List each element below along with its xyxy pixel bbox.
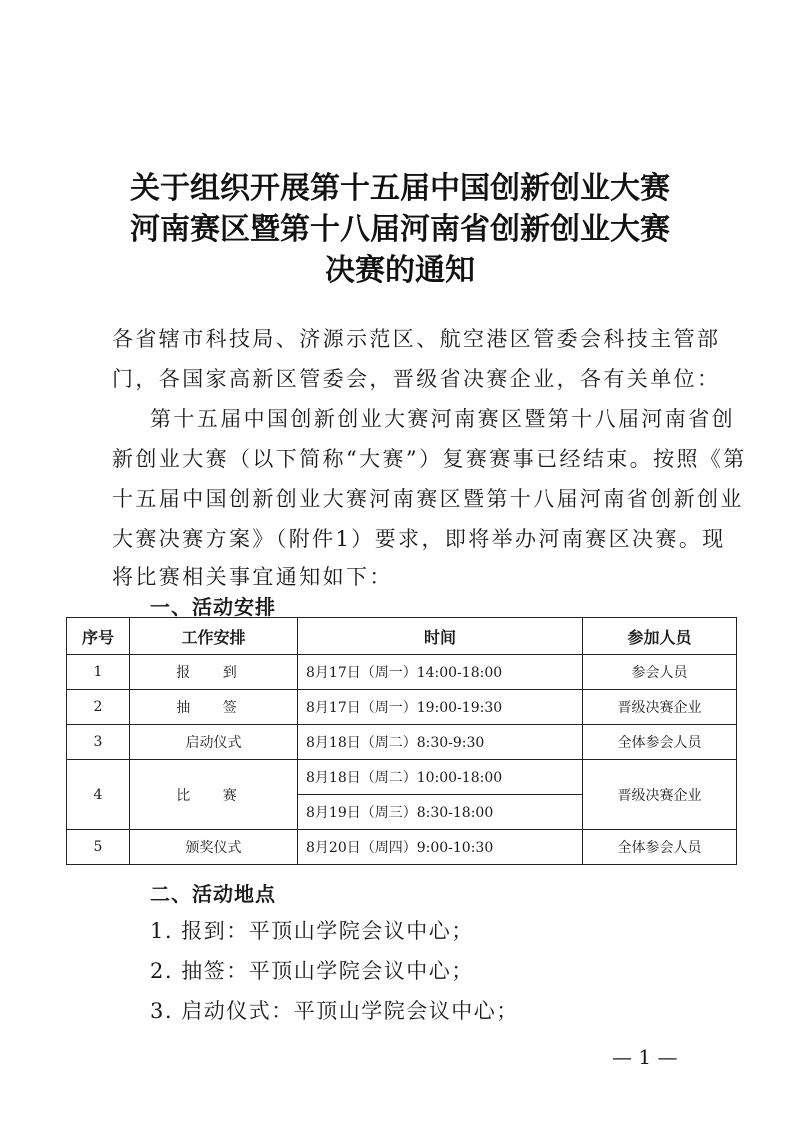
document-title-line-3: 决赛的通知 (325, 253, 475, 288)
row-task: 报 到 (130, 655, 298, 690)
row-time-secondary: 8月19日（周三）8:30-18:00 (298, 795, 583, 830)
paragraph-line-3: 十五届中国创新创业大赛河南赛区暨第十八届河南省创新创业 (112, 487, 744, 511)
paragraph-line-2: 新创业大赛（以下简称“大赛”）复赛赛事已经结束。按照《第 (112, 447, 747, 471)
schedule-table (66, 617, 737, 865)
row-number: 4 (67, 760, 130, 830)
row-time: 8月18日（周二）8:30-9:30 (298, 725, 583, 760)
venue-list-item: 3. 启动仪式：平顶山学院会议中心； (150, 999, 519, 1023)
table-row (67, 760, 737, 795)
row-time: 8月17日（周一）19:00-19:30 (298, 690, 583, 725)
table-row (67, 690, 737, 725)
row-time: 8月17日（周一）14:00-18:00 (298, 655, 583, 690)
document-title-line-2: 河南赛区暨第十八届河南省创新创业大赛 (130, 212, 670, 247)
paragraph-line-1: 第十五届中国创新创业大赛河南赛区暨第十八届河南省创 (150, 407, 735, 431)
header-number: 序号 (67, 618, 130, 655)
venue-list-item: 1. 报到：平顶山学院会议中心； (150, 919, 474, 943)
document-title-line-1: 关于组织开展第十五届中国创新创业大赛 (130, 171, 670, 206)
row-time: 8月18日（周二）10:00-18:00 (298, 760, 583, 795)
venue-list-item: 2. 抽签：平顶山学院会议中心； (150, 959, 474, 983)
section-heading-schedule: 一、活动安排 (150, 595, 276, 619)
row-participants: 全体参会人员 (583, 830, 737, 865)
addressee-line-1: 各省辖市科技局、济源示范区、航空港区管委会科技主管部 (112, 327, 721, 351)
row-number: 5 (67, 830, 130, 865)
row-number: 3 (67, 725, 130, 760)
row-participants: 晋级决赛企业 (583, 760, 737, 830)
header-task: 工作安排 (130, 618, 298, 655)
row-participants: 参会人员 (583, 655, 737, 690)
paragraph-line-5: 将比赛相关事宜通知如下： (112, 565, 393, 589)
row-task: 颁奖仪式 (130, 830, 298, 865)
table-row (67, 725, 737, 760)
addressee-line-2: 门，各国家高新区管委会，晋级省决赛企业，各有关单位： (112, 367, 721, 391)
header-time: 时间 (298, 618, 583, 655)
row-task: 启动仪式 (130, 725, 298, 760)
row-number: 2 (67, 690, 130, 725)
row-participants: 全体参会人员 (583, 725, 737, 760)
row-task: 抽 签 (130, 690, 298, 725)
header-participants: 参加人员 (583, 618, 737, 655)
row-number: 1 (67, 655, 130, 690)
table-row (67, 830, 737, 865)
page-number: — 1 — (612, 1045, 678, 1069)
table-row (67, 655, 737, 690)
row-participants: 晋级决赛企业 (583, 690, 737, 725)
table-header-row (67, 618, 737, 655)
paragraph-line-4: 大赛决赛方案》（附件1）要求，即将举办河南赛区决赛。现 (112, 527, 726, 551)
row-time: 8月20日（周四）9:00-10:30 (298, 830, 583, 865)
row-task: 比 赛 (130, 760, 298, 830)
section-heading-venue: 二、活动地点 (150, 882, 276, 906)
